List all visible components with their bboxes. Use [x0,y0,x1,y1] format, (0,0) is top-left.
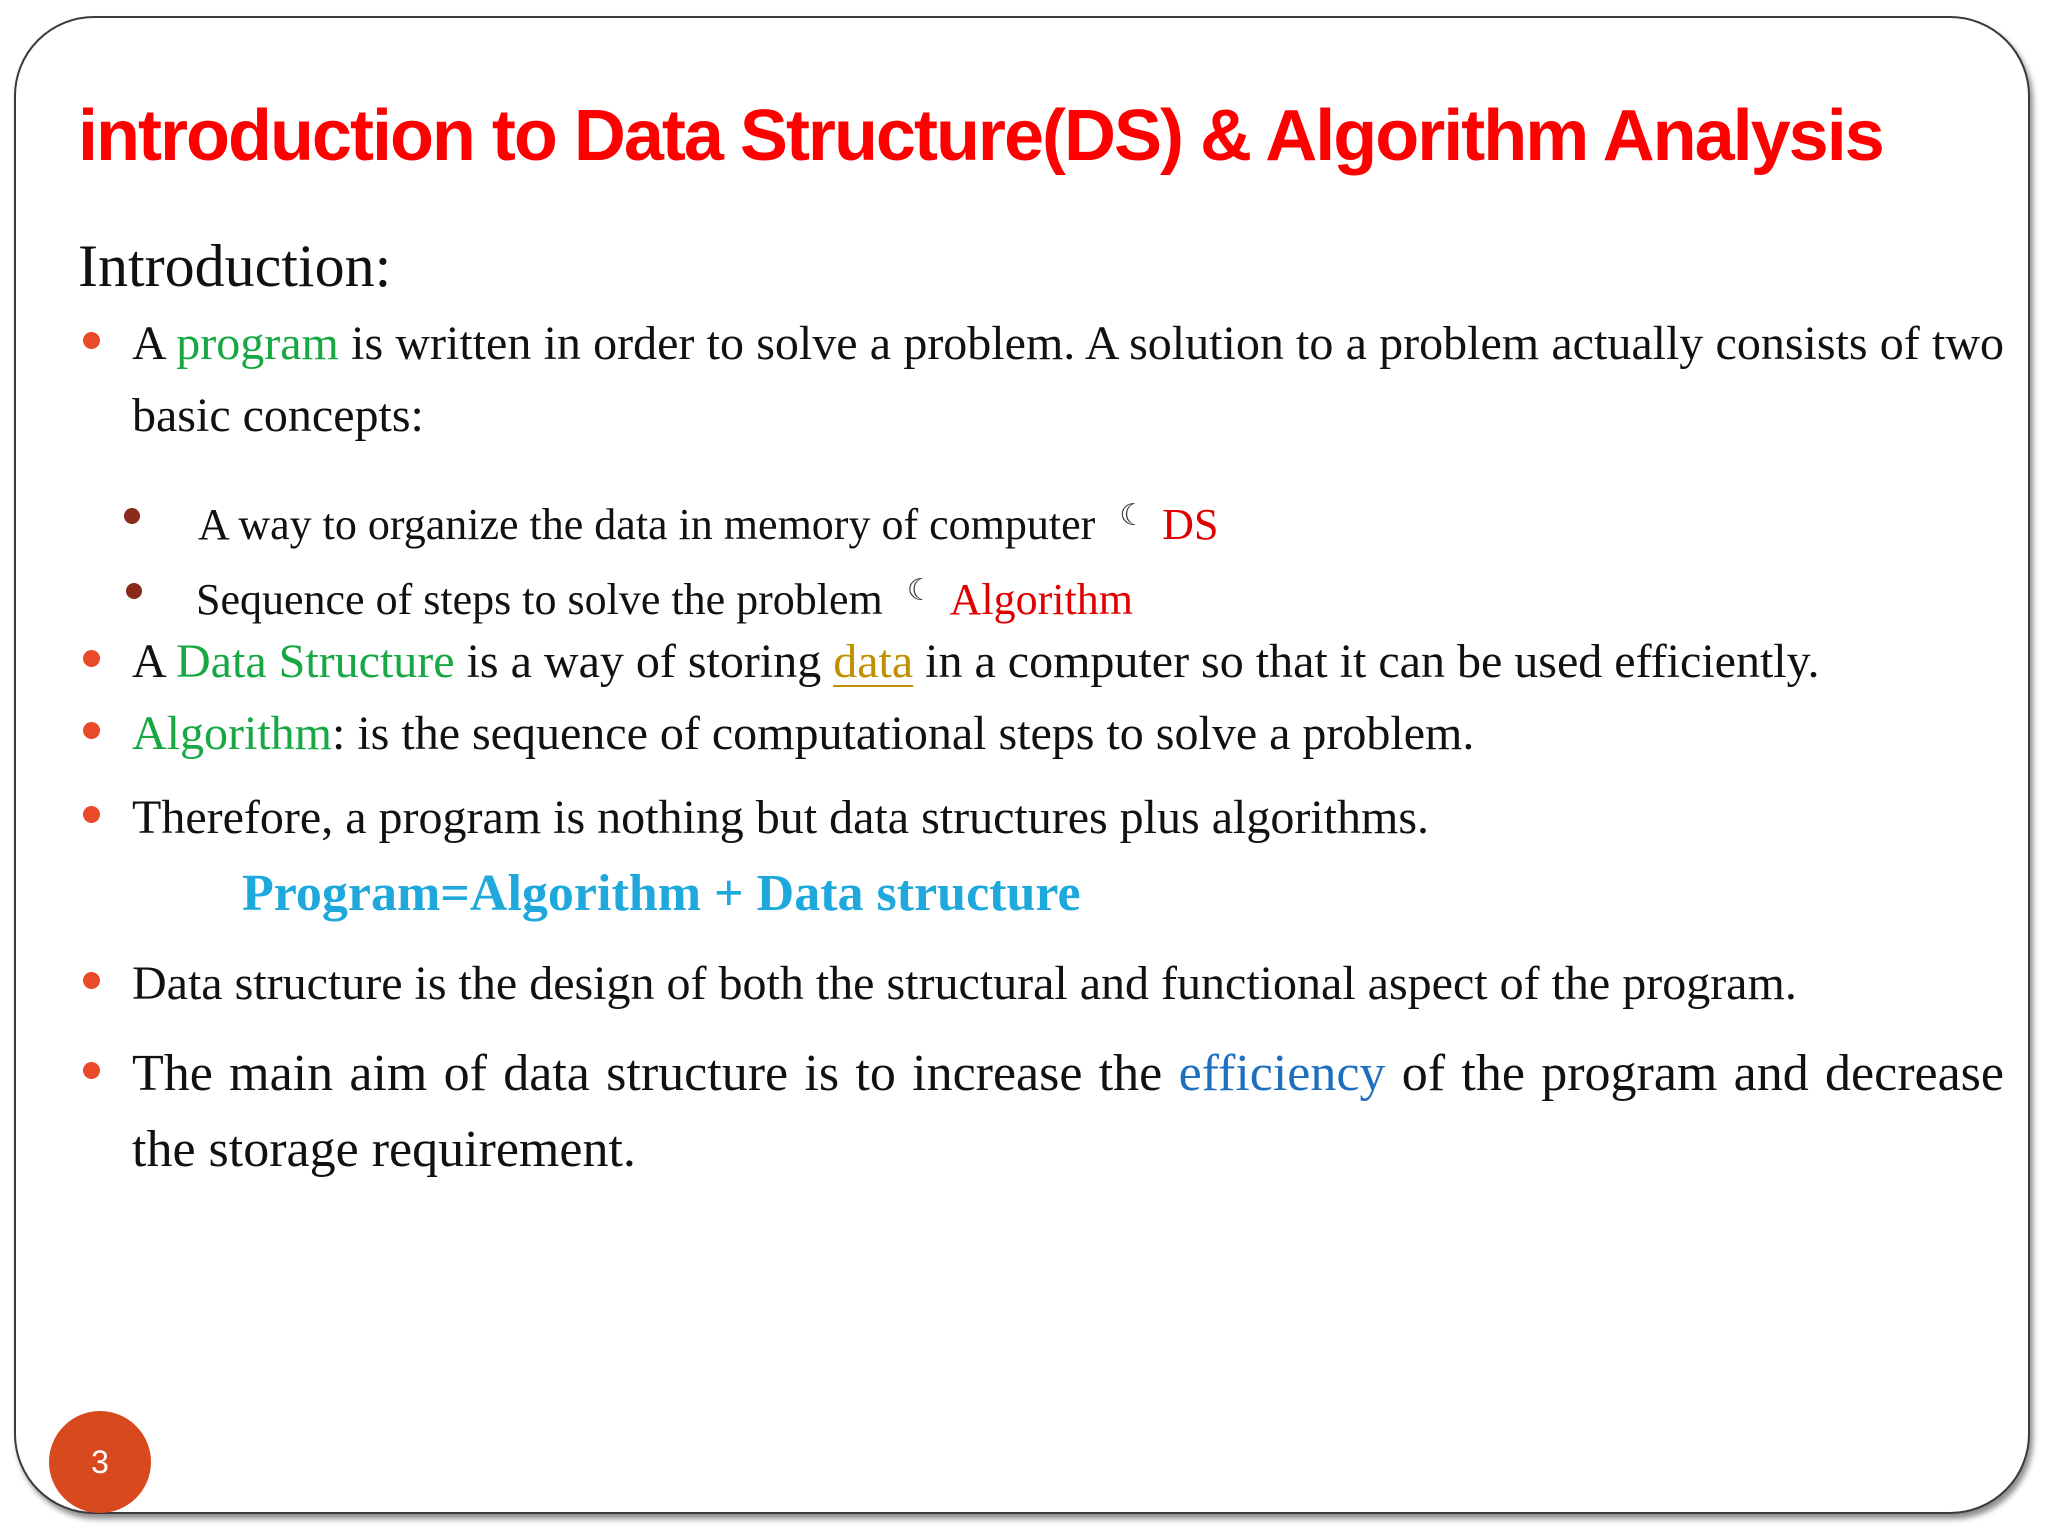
bullet-dot [83,1062,100,1079]
page-number-badge: 3 [49,1411,151,1513]
bullet-therefore: Therefore, a program is nothing but data structures plus algorithms. [132,782,2004,854]
moon-arrow-icon: ☾ [1119,499,1147,532]
slide-title: introduction to Data Structure(DS) & Algorithm Analysis [78,96,1883,176]
bullet-data-structure: A Data Structure is a way of storing data in a computer so that it can be used efficiently. [132,626,2004,698]
bullet-dot [83,972,100,989]
section-heading: Introduction: [78,233,392,299]
bullet-dot [83,332,100,349]
moon-arrow-icon: ☾ [906,574,934,607]
bullet-dot [83,650,100,667]
bullet-dot [83,806,100,823]
bullet-program: A program is written in order to solve a problem. A solution to a problem actually consists of two basic concepts: [132,308,2004,452]
sub-bullet-algorithm: Sequence of steps to solve the problem ☾ Algorithm [196,561,1133,630]
bullet-main-aim: The main aim of data structure is to increase the efficiency of the program and decrease the storage requirement. [132,1036,2004,1188]
keyword-efficiency: efficiency [1178,1045,1386,1102]
tag-ds: DS [1162,500,1219,549]
bullet-algorithm: Algorithm: is the sequence of computational steps to solve a problem. [132,698,2004,770]
bullet-design: Data structure is the design of both the structural and functional aspect of the program. [132,948,2004,1020]
tag-algorithm: Algorithm [949,575,1133,624]
program-formula: Program=Algorithm + Data structure [242,865,1081,922]
keyword-program: program [176,317,339,370]
keyword-data-structure: Data Structure [176,635,455,688]
sub-bullet-ds: A way to organize the data in memory of computer ☾ DS [198,486,1218,555]
slide-frame [14,16,2030,1514]
sub-bullet-dot [124,508,140,524]
bullet-dot [83,722,100,739]
sub-bullet-dot [126,583,142,599]
link-data[interactable]: data [833,635,914,688]
keyword-algorithm: Algorithm [132,707,332,760]
